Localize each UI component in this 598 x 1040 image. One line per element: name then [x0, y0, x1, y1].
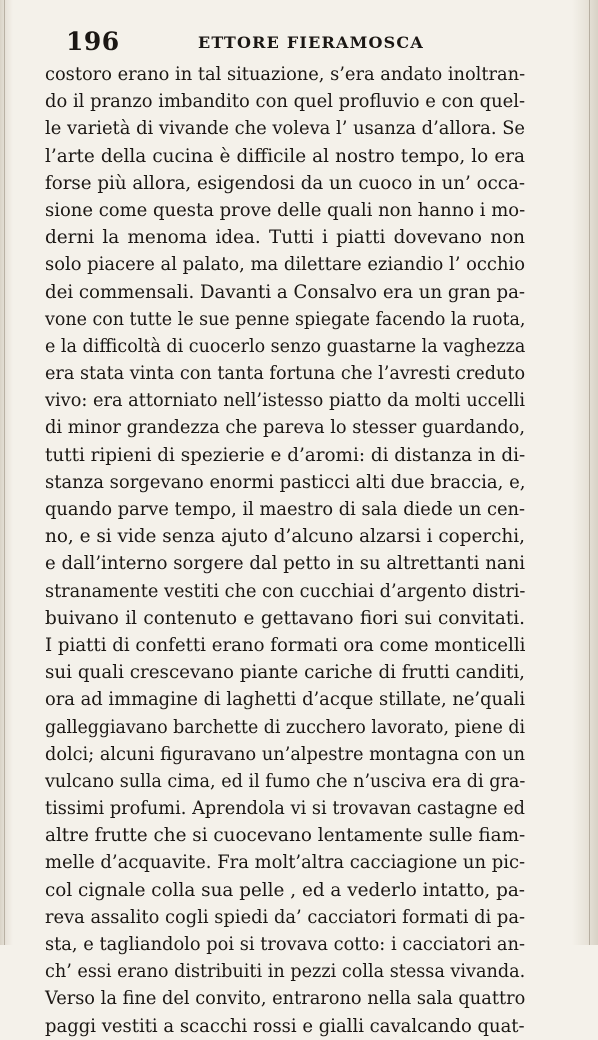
text-line: forse più allora, esigendosi da un cuoco in un’ occa- [45, 172, 525, 194]
text-line: l’arte della cucina è difficile al nostro tempo, lo era [45, 145, 525, 167]
text-line: stanza sorgevano enormi pasticci alti due braccia, e, [45, 471, 526, 493]
text-line: quando parve tempo, il maestro di sala diede un cen- [45, 499, 525, 520]
text-line: e dall’interno sorgere dal petto in su altrettanti nani [45, 553, 525, 575]
text-line: galleggiavano barchette di zucchero lavorato, piene di [45, 716, 526, 738]
text-line: derni la menoma idea. Tutti i piatti dovevano non [45, 227, 525, 249]
text-line: paggi vestiti a scacchi rossi e gialli cavalcando quat- [45, 1015, 525, 1037]
text-line: sta, e tagliandolo poi si trovava cotto: i cacciatori an- [45, 934, 525, 955]
page-header [66, 28, 522, 58]
text-line: dolci; alcuni figuravano un’alpestre montagna con un [45, 743, 525, 765]
text-line: altre frutte che si cuocevano lentamente sulle fiam- [45, 825, 526, 847]
page-number: 196 [66, 27, 120, 56]
text-line: le varietà di vivande che voleva l’ usanza d’allora. Se [45, 118, 526, 140]
right-page-edge [572, 0, 598, 945]
text-line: stranamente vestiti che con cucchiai d’argento distri- [45, 580, 526, 602]
text-line: sui quali crescevano piante cariche di frutti canditi, [45, 662, 525, 684]
text-line: era stata vinta con tanta fortuna che l’avresti creduto [45, 363, 526, 385]
text-line: melle d’acquavite. Fra molt’altra cacciagione un pic- [45, 852, 526, 874]
text-line: solo piacere al palato, ma dilettare eziandio l’ occhio [45, 254, 525, 276]
text-line: no, e si vide senza ajuto d’alcuno alzarsi i coperchi, [45, 526, 526, 548]
text-line: ch’ essi erano distribuiti in pezzi colla stessa vivanda. [45, 961, 526, 983]
left-page-edge [0, 0, 13, 945]
running-head: ETTORE FIERAMOSCA [198, 33, 424, 52]
text-line: di minor grandezza che pareva lo stesser guardando, [45, 417, 525, 439]
text-line: buivano il contenuto e gettavano fiori sui convitati. [45, 607, 525, 629]
text-line: reva assalito cogli spiedi da’ cacciatori formati di pa- [45, 906, 525, 928]
text-line: vone con tutte le sue penne spiegate facendo la ruota, [45, 308, 526, 330]
text-line: costoro erano in tal situazione, s’era andato inoltran- [45, 64, 526, 85]
text-line: tutti ripieni di spezierie e d’aromi: di distanza in di- [45, 444, 526, 466]
text-line: vivo: era attorniato nell’istesso piatto da molti uccelli [45, 390, 525, 412]
text-line: tissimi profumi. Aprendola vi si trovavan castagne ed [45, 798, 525, 820]
text-line: Verso la fine del convito, entrarono nella sala quattro [45, 988, 526, 1010]
text-line: sione come questa prove delle quali non hanno i mo- [45, 199, 526, 221]
text-line: vulcano sulla cima, ed il fumo che n’usciva era di gra- [45, 770, 526, 792]
text-line: dei commensali. Davanti a Consalvo era un gran pa- [45, 281, 525, 303]
body-text [45, 61, 525, 1040]
text-line: I piatti di confetti erano formati ora come monticelli [45, 634, 526, 656]
text-line: do il pranzo imbandito con quel profluvio e con quel- [45, 91, 525, 113]
text-line: col cignale colla sua pelle , ed a vederlo intatto, pa- [45, 879, 525, 901]
text-line: e la difficoltà di cuocerlo senzo guastarne la vaghezza [45, 335, 526, 357]
text-line: ora ad immagine di laghetti d’acque stillate, ne’quali [45, 689, 526, 711]
